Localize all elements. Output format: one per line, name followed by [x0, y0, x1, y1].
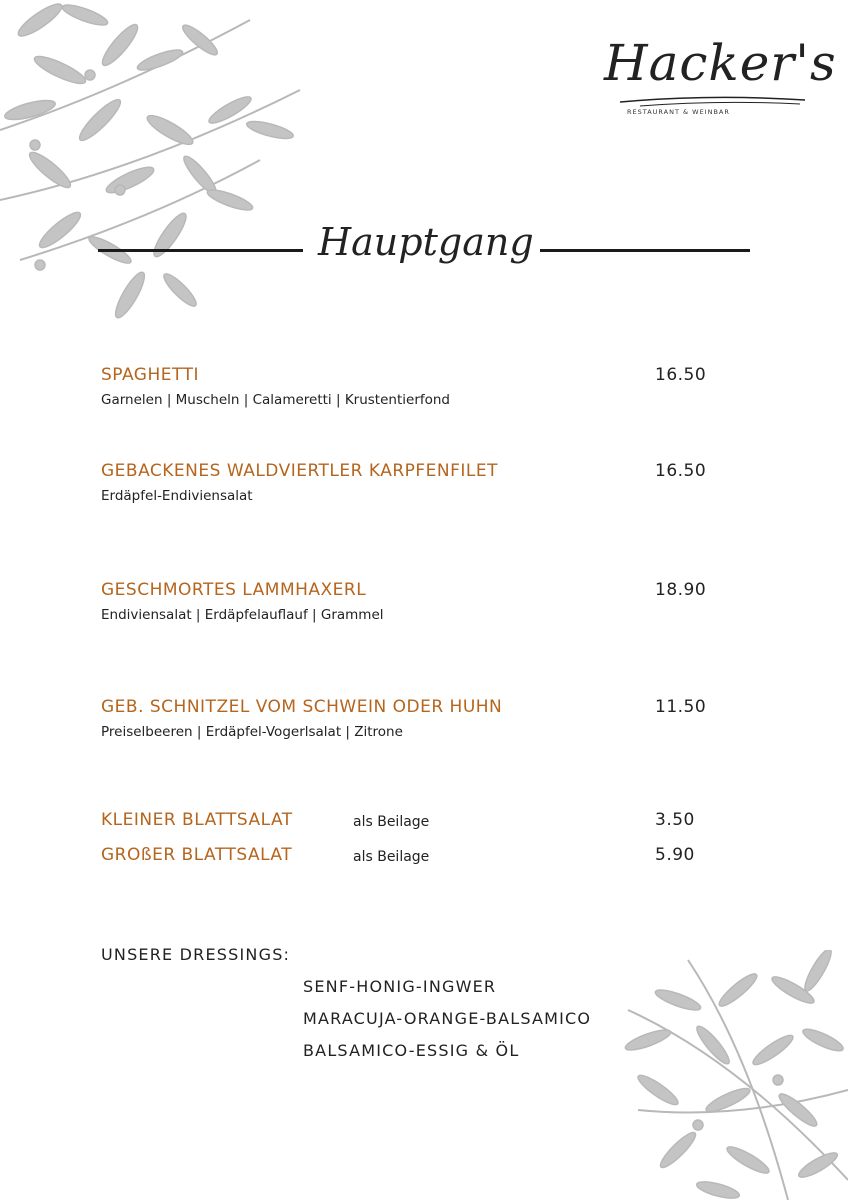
dressing-item: BALSAMICO-ESSIG & ÖL [303, 1041, 520, 1060]
title-rule-right [540, 249, 750, 252]
dish-description: Erdäpfel-Endiviensalat [101, 488, 253, 504]
dish-description: Garnelen | Muscheln | Calameretti | Krustentierfond [101, 392, 451, 408]
logo-subtitle: RESTAURANT & WEINBAR [627, 108, 730, 116]
side-note: als Beilage [353, 814, 430, 830]
section-title: Hauptgang [318, 220, 534, 264]
dish-name: SPAGHETTI [101, 365, 199, 385]
dish-name: GEBACKENES WALDVIERTLER KARPFENFILET [101, 461, 499, 481]
dish-price: 11.50 [655, 697, 707, 717]
dish-description: Preiselbeeren | Erdäpfel-Vogerlsalat | Zitrone [101, 724, 403, 740]
side-price: 3.50 [655, 810, 695, 830]
title-rule-left [98, 249, 303, 252]
olive-branch-top-left [0, 0, 320, 330]
dish-name: GESCHMORTES LAMMHAXERL [101, 580, 367, 600]
side-price: 5.90 [655, 845, 695, 865]
section-title-row [98, 218, 750, 278]
restaurant-logo [600, 30, 837, 125]
side-name: KLEINER BLATTSALAT [101, 810, 293, 830]
olive-branch-bottom-right [618, 950, 848, 1200]
dressings-heading: UNSERE DRESSINGS: [101, 945, 291, 964]
dressing-item: SENF-HONIG-INGWER [303, 977, 497, 996]
logo-swash [600, 90, 810, 110]
dish-price: 18.90 [655, 580, 707, 600]
dressing-item: MARACUJA-ORANGE-BALSAMICO [303, 1009, 592, 1028]
side-note: als Beilage [353, 849, 430, 865]
logo-script: Hacker's [604, 34, 837, 92]
dish-price: 16.50 [655, 365, 707, 385]
side-name: GROßER BLATTSALAT [101, 845, 293, 865]
dish-description: Endiviensalat | Erdäpfelauflauf | Grammel [101, 607, 384, 623]
dish-name: GEB. SCHNITZEL VOM SCHWEIN ODER HUHN [101, 697, 503, 717]
dish-price: 16.50 [655, 461, 707, 481]
